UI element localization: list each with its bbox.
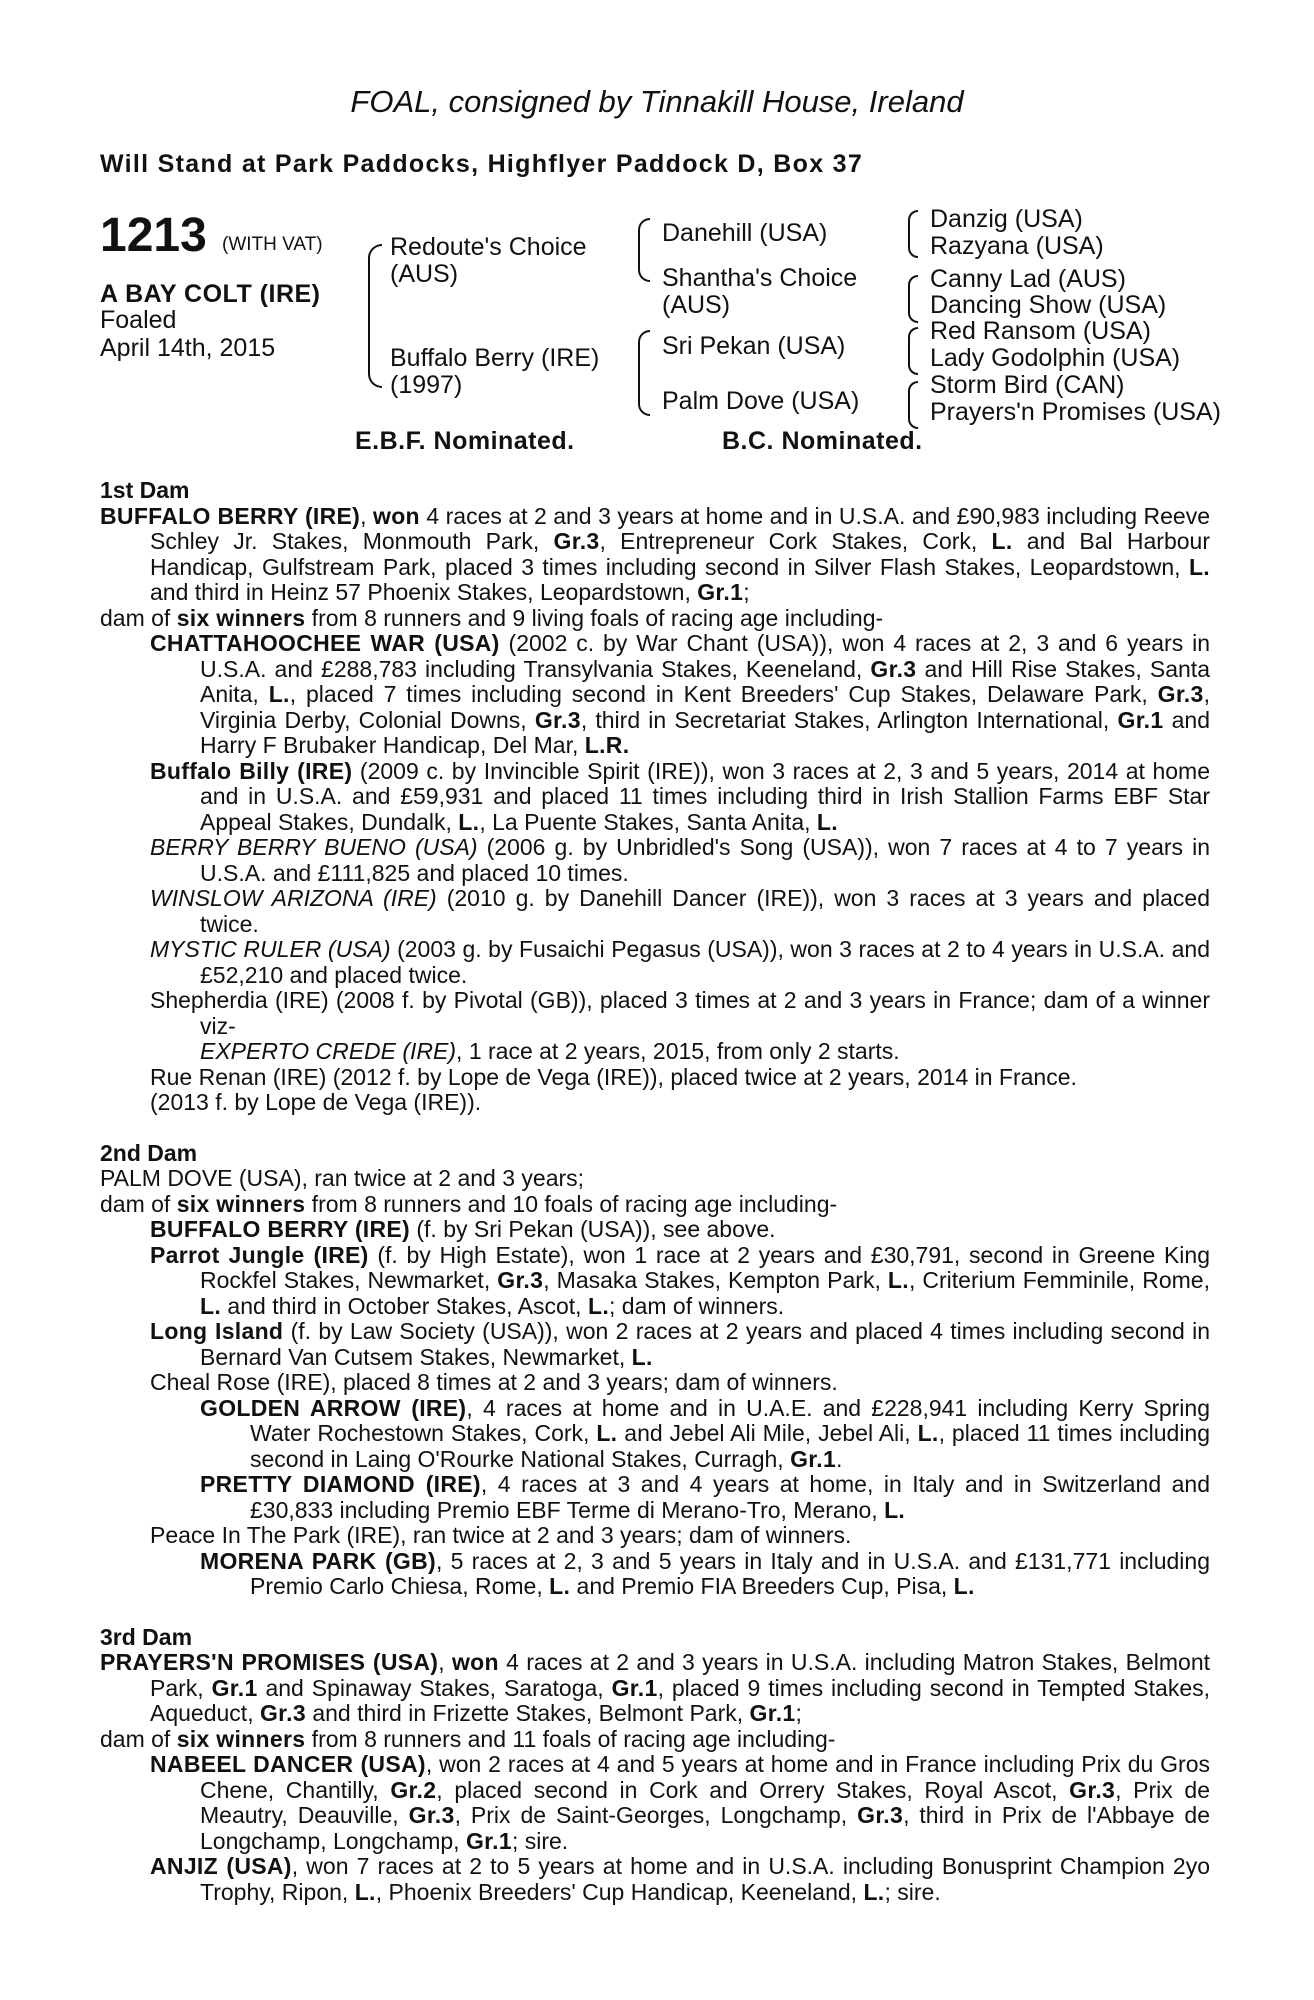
pedigree-g3-8: Prayers'n Promises (USA) [930, 398, 1221, 426]
pedigree-g3-3: Canny Lad (AUS) [930, 265, 1126, 293]
lot-description: A BAY COLT (IRE) [100, 280, 321, 308]
produce-item: Parrot Jungle (IRE) (f. by High Estate), won 1 race at 2 years and £30,791, second in Greene King Rockfel Stakes, Newmarket, Gr.3, Masaka Stakes, Kempton Park, L., Criterium Femminile, Rome, L. and third in October Stakes, Ascot, L.; dam of winners. [150, 1241, 1210, 1319]
pedigree-g3-6: Lady Godolphin (USA) [930, 344, 1181, 372]
pedigree-g3-5: Red Ransom (USA) [930, 317, 1151, 345]
produce-item: Long Island (f. by Law Society (USA)), won 2 races at 2 years and placed 4 times including second in Bernard Van Cutsem Stakes, Newmarket, L. [150, 1318, 1211, 1370]
dam-produce-summary: dam of six winners from 8 runners and 9 living foals of racing age including- [100, 604, 884, 631]
lot-number: 1213 [100, 209, 207, 262]
section-heading-3rd-dam: 3rd Dam [100, 1623, 193, 1650]
pedigree-sire: Redoute's Choice (AUS) [390, 233, 587, 288]
pedigree-sire-dam: Shantha's Choice (AUS) [662, 264, 858, 319]
pedigree-bracket-gen1 [368, 244, 382, 388]
produce-item: MORENA PARK (GB), 5 races at 2, 3 and 5 years in Italy and in U.S.A. and £131,771 including Premio Carlo Chiesa, Rome, L. and Premio FIA Breeders Cup, Pisa, L. [200, 1547, 1210, 1599]
produce-item: CHATTAHOOCHEE WAR (USA) (2002 c. by War Chant (USA)), won 4 races at 2, 3 and 6 years in U.S.A. and £288,783 including Transylvania Stakes, Keeneland, Gr.3 and Hill Rise Stakes, Santa Anita, L., placed 7 times including second in Kent Breeders' Cup Stakes, Delaware Park, Gr.3, Virginia Derby, Colonial Downs, Gr.3, third in Secretariat Stakes, Arlington International, Gr.1 and Harry F Brubaker Handicap, Del Mar, L.R. [150, 630, 1211, 758]
third-dam-produce-summary: dam of six winners from 8 runners and 11 foals of racing age including- [100, 1725, 836, 1752]
pedigree-g3-4: Dancing Show (USA) [930, 291, 1167, 319]
produce-item: WINSLOW ARIZONA (IRE) (2010 g. by Danehill Dancer (IRE)), won 3 races at 3 years and placed twice. [150, 885, 1211, 937]
dam-summary: BUFFALO BERRY (IRE), won 4 races at 2 and 3 years at home and in U.S.A. and £90,983 including Reeve Schley Jr. Stakes, Monmouth Park, Gr.3, Entrepreneur Cork Stakes, Cork, L. and Bal Harbour Handicap, Gulfstream Park, placed 3 times including second in Silver Flash Stakes, Leopardstown, L. and third in Heinz 57 Phoenix Stakes, Leopardstown, Gr.1; [100, 502, 1210, 605]
section-heading-1st-dam: 1st Dam [100, 477, 190, 503]
pedigree-dam-sire: Sri Pekan (USA) [662, 332, 846, 360]
produce-item: BERRY BERRY BUENO (USA) (2006 g. by Unbridled's Song (USA)), won 7 races at 4 to 7 years in U.S.A. and £111,825 and placed 10 times. [150, 834, 1210, 886]
pedigree-bracket-sire [638, 218, 650, 282]
third-dam-summary: PRAYERS'N PROMISES (USA), won 4 races at 2 and 3 years in U.S.A. including Matron Stakes, Belmont Park, Gr.1 and Spinaway Stakes, Saratoga, Gr.1, placed 9 times including second in Tempted Stakes, Aqueduct, Gr.3 and third in Frizette Stakes, Belmont Park, Gr.1; [100, 1649, 1211, 1726]
produce-item: EXPERTO CREDE (IRE), 1 race at 2 years, 2015, from only 2 starts. [200, 1038, 900, 1064]
produce-item: Buffalo Billy (IRE) (2009 c. by Invincible Spirit (IRE)), won 3 races at 2, 3 and 5 years, 2014 at home and in U.S.A. and £59,931 and placed 11 times including third in Irish Stallion Farms EBF Star Appeal Stakes, Dundalk, L., La Puente Stakes, Santa Anita, L. [150, 757, 1210, 835]
pedigree-dam-dam: Palm Dove (USA) [662, 387, 860, 415]
section-heading-2nd-dam: 2nd Dam [100, 1139, 198, 1166]
pedigree-g3-7: Storm Bird (CAN) [930, 371, 1125, 399]
second-dam-produce-summary: dam of six winners from 8 runners and 10 foals of racing age including- [100, 1190, 838, 1217]
produce-item: Peace In The Park (IRE), ran twice at 2 and 3 years; dam of winners. [150, 1522, 852, 1548]
bc-nominated: B.C. Nominated. [722, 427, 923, 455]
produce-item: ANJIZ (USA), won 7 races at 2 to 5 years at home and in U.S.A. including Bonusprint Champion 2yo Trophy, Ripon, L., Phoenix Breeders' Cup Handicap, Keeneland, L.; sire. [150, 1853, 1210, 1905]
pedigree-sire-sire: Danehill (USA) [662, 219, 828, 247]
ebf-nominated: E.B.F. Nominated. [355, 427, 575, 455]
produce-item: (2013 f. by Lope de Vega (IRE)). [150, 1089, 482, 1115]
second-dam-summary: PALM DOVE (USA), ran twice at 2 and 3 years; [100, 1165, 585, 1191]
pedigree-bracket-g3b [908, 275, 918, 323]
produce-item: BUFFALO BERRY (IRE) (f. by Sri Pekan (USA)), see above. [150, 1216, 776, 1242]
produce-item: NABEEL DANCER (USA), won 2 races at 4 and 5 years at home and in France including Prix du Gros Chene, Chantilly, Gr.2, placed second in Cork and Orrery Stakes, Royal Ascot, Gr.3, Prix de Meautry, Deauville, Gr.3, Prix de Saint-Georges, Longchamp, Gr.3, third in Prix de l'Abbaye de Longchamp, Longchamp, Gr.1; sire. [150, 1751, 1210, 1854]
stand-location: Will Stand at Park Paddocks, Highflyer Paddock D, Box 37 [100, 150, 864, 178]
pedigree-g3-2: Razyana (USA) [930, 232, 1104, 260]
produce-item: Cheal Rose (IRE), placed 8 times at 2 and 3 years; dam of winners. [150, 1369, 838, 1395]
pedigree-bracket-dam [638, 330, 650, 416]
produce-record [100, 478, 1210, 1905]
produce-item: Rue Renan (IRE) (2012 f. by Lope de Vega (IRE)), placed twice at 2 years, 2014 in France. [150, 1063, 1077, 1090]
vat-note: (WITH VAT) [222, 234, 323, 255]
pedigree-dam: Buffalo Berry (IRE) (1997) [390, 344, 600, 399]
produce-item: MYSTIC RULER (USA) (2003 g. by Fusaichi Pegasus (USA)), won 3 races at 2 to 4 years in U.S.A. and £52,210 and placed twice. [150, 936, 1210, 988]
foaled-label: Foaled [100, 306, 177, 334]
pedigree-g3-1: Danzig (USA) [930, 205, 1083, 233]
produce-item: GOLDEN ARROW (IRE), 4 races at home and in U.A.E. and £228,941 including Kerry Spring Water Rochestown Stakes, Cork, L. and Jebel Ali Mile, Jebel Ali, L., placed 11 times including second in Laing O'Rourke National Stakes, Curragh, Gr.1. [200, 1394, 1211, 1472]
pedigree-bracket-g3c [908, 327, 918, 375]
pedigree-bracket-g3d [908, 381, 918, 429]
page-title: FOAL, consigned by Tinnakill House, Ireland [350, 84, 964, 119]
produce-item: Shepherdia (IRE) (2008 f. by Pivotal (GB)), placed 3 times at 2 and 3 years in France; dam of a winner viz- [150, 987, 1210, 1039]
pedigree-bracket-g3a [908, 210, 918, 258]
foaled-date: April 14th, 2015 [100, 334, 276, 362]
produce-item: PRETTY DIAMOND (IRE), 4 races at 3 and 4 years at home, in Italy and in Switzerland and £30,833 including Premio EBF Terme di Merano-Tro, Merano, L. [200, 1471, 1210, 1523]
